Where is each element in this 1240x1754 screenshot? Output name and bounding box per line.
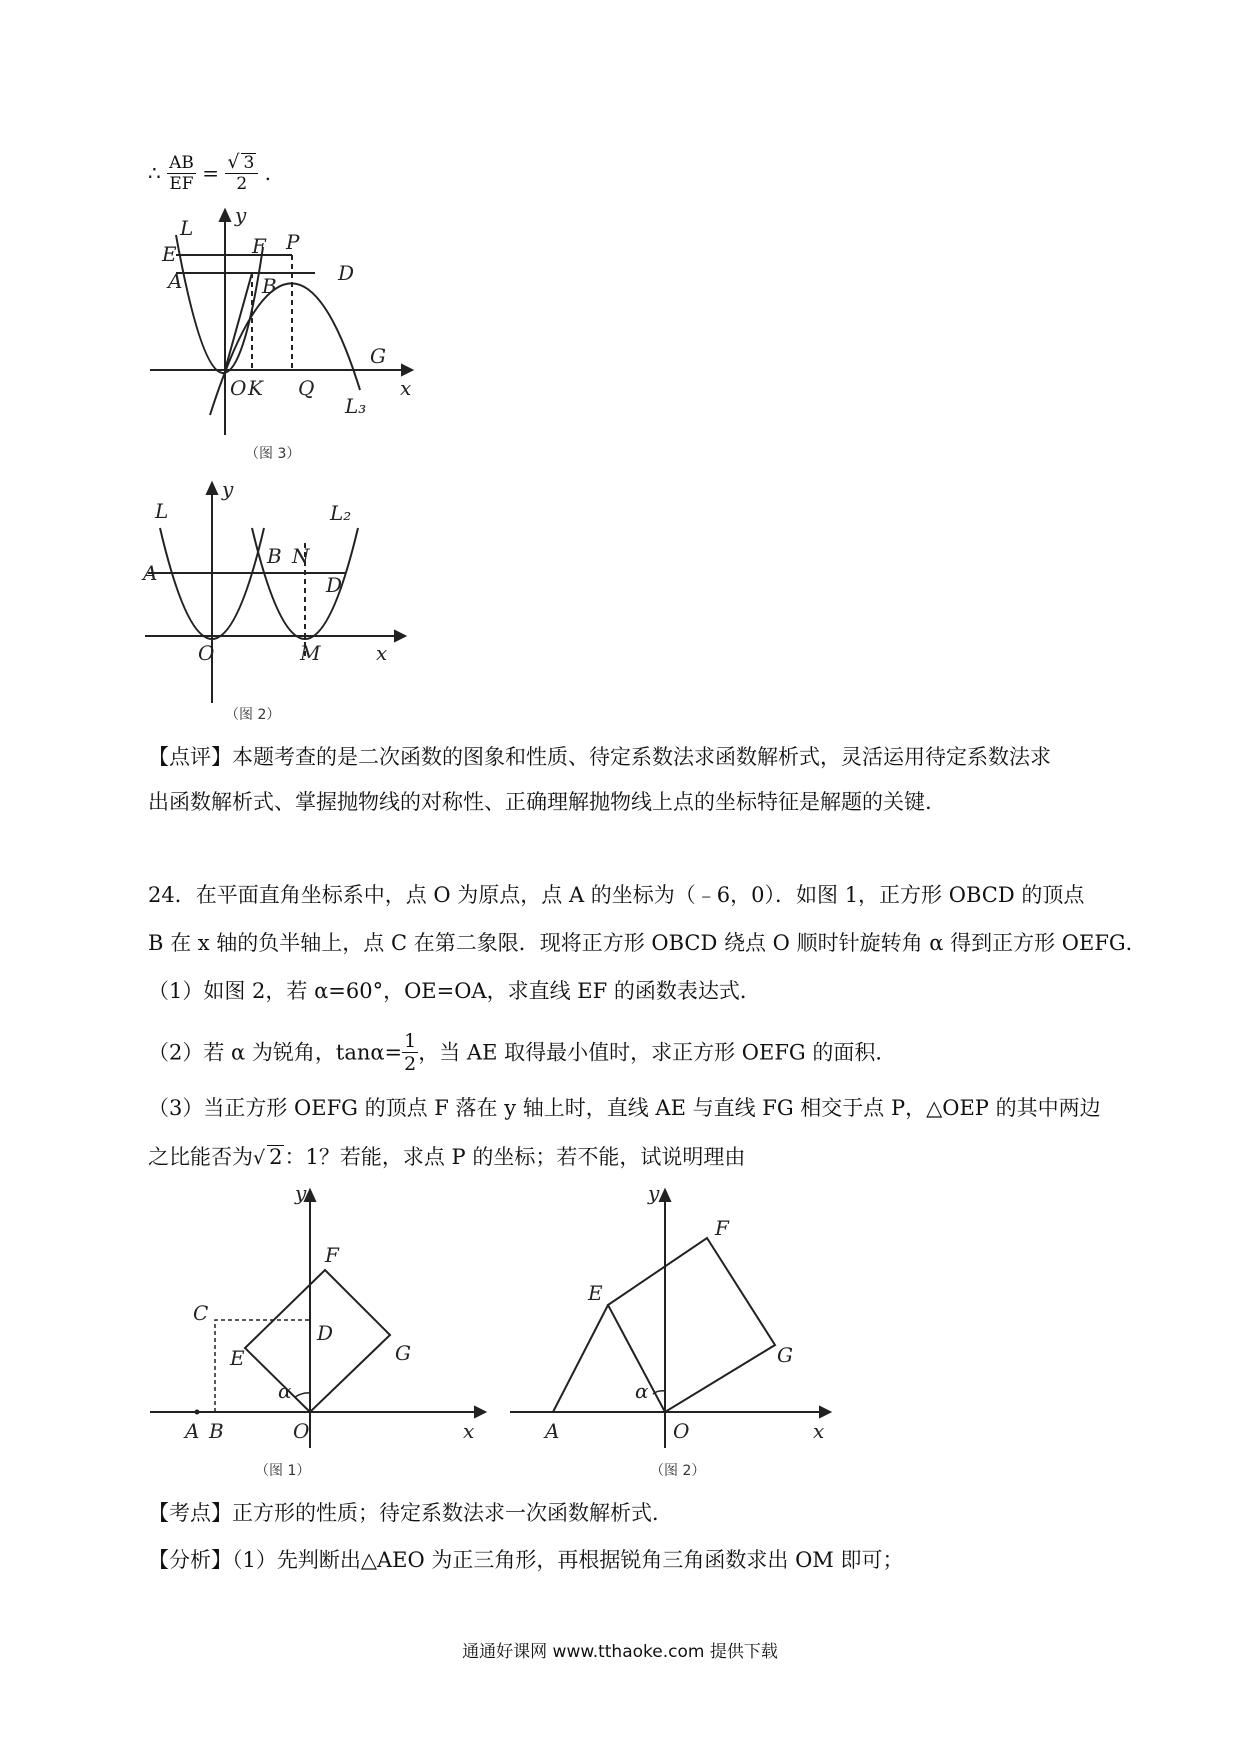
- fig3-label-K: K: [248, 376, 263, 400]
- formula-equals: =: [202, 161, 219, 185]
- formula-fraction-left: $\frac{AB}{EF}$: [169, 152, 194, 194]
- fig2a-label-B: B: [267, 544, 282, 568]
- figure-1-and-2-bottom: [145, 1180, 835, 1480]
- fig1-label-C: C: [193, 1301, 209, 1325]
- fig3-label-Q: Q: [298, 376, 315, 400]
- q24-part-1: （1）如图 2，若 α=60°，OE=OA，求直线 EF 的函数表达式．: [148, 979, 761, 1003]
- fig2a-y-arrow: [207, 483, 217, 494]
- q24-part-2: （2）若 α 为锐角，tanα= $\frac{1}{2}$ ，当 AE 取得最小值时，求正方形 OEFG 的面积．: [148, 1030, 897, 1075]
- formula-fraction-right: $\frac{√ 3}{2}$: [225, 152, 258, 194]
- fig2-y-arrow: [660, 1190, 670, 1201]
- fig1-label-y: y: [295, 1181, 307, 1205]
- ratio-formula: [148, 152, 271, 194]
- sqrt-symbol: √: [253, 1147, 266, 1169]
- fig1-label-E: E: [230, 1346, 245, 1370]
- fig3-label-y: y: [235, 205, 247, 227]
- q24-part-3-line-2: 之比能否为√ 2：1？若能，求点 P 的坐标；若不能，试说明理由: [148, 1145, 746, 1169]
- q24-line-2: B 在 x 轴的负半轴上，点 C 在第二象限．现将正方形 OBCD 绕点 O 顺时针旋转角 α 得到正方形 OEFG．: [148, 931, 1147, 955]
- q24-line-1: 24．在平面直角坐标系中，点 O 为原点，点 A 的坐标为（﹣6，0）．如图 1，正方形 OBCD 的顶点: [148, 883, 1085, 907]
- fig3-y-arrow: [220, 210, 230, 221]
- fig2a-label-O: O: [198, 641, 215, 665]
- fig3-label-L: L: [180, 216, 194, 240]
- fenxi-line: 【分析】（1）先判断出△AEO 为正三角形，再根据锐角三角函数求出 OM 即可；: [148, 1548, 904, 1572]
- fig1-angle-alpha-arc: [295, 1393, 310, 1397]
- fig1-label-G: G: [395, 1341, 411, 1365]
- fig1-label-O: O: [293, 1419, 310, 1443]
- page-footer: 通通好课网 www.tthaoke.com 提供下载: [462, 1642, 778, 1662]
- figure-2-top: [140, 478, 420, 733]
- fig3-label-O: O: [230, 376, 247, 400]
- fig1-label-D: D: [317, 1321, 334, 1345]
- fig2-x-arrow: [820, 1407, 830, 1417]
- fenxi-tag: 【分析】: [148, 1548, 232, 1572]
- fig2-label-F: F: [715, 1216, 729, 1240]
- fig2a-label-N: N: [292, 544, 310, 568]
- fig2-label-x: x: [813, 1419, 825, 1443]
- fig3-label-B: B: [262, 274, 277, 298]
- fig3-label-x: x: [400, 376, 412, 400]
- comment-tag: 【点评】: [148, 745, 232, 769]
- fig2-label-y: y: [648, 1181, 660, 1205]
- comment-line-2: 出函数解析式、掌握抛物线的对称性、正确理解抛物线上点的坐标特征是解题的关键.: [148, 790, 932, 814]
- figure-3: [140, 205, 420, 470]
- fig2a-label-L: L: [155, 499, 169, 523]
- fig1-label-alpha: α: [278, 1379, 292, 1403]
- fig2-label-A: A: [545, 1419, 560, 1443]
- fig3-label-G: G: [370, 344, 386, 368]
- fig1-y-arrow: [305, 1190, 315, 1201]
- fig2-label-G: G: [777, 1343, 793, 1367]
- fig2a-label-A: A: [143, 561, 158, 585]
- fig2a-label-x: x: [376, 641, 388, 665]
- fig3-label-P: P: [286, 230, 300, 254]
- kaodian-line: 【考点】正方形的性质；待定系数法求一次函数解析式．: [148, 1501, 673, 1525]
- fig2-label-O: O: [673, 1419, 690, 1443]
- fig3-label-L3: L₃: [345, 394, 367, 418]
- fig2a-label-L2: L₂: [330, 501, 352, 525]
- fig1-label-x: x: [463, 1419, 475, 1443]
- fig2a-label-D: D: [326, 573, 343, 597]
- fig2-square-OEFG: [608, 1238, 775, 1412]
- fig1-label-F: F: [325, 1243, 339, 1267]
- fig2-caption: （图 2）: [650, 1463, 706, 1479]
- formula-period: .: [264, 161, 272, 185]
- fig3-label-F: F: [252, 234, 266, 258]
- q24-part-3-line-1: （3）当正方形 OEFG 的顶点 F 落在 y 轴上时，直线 AE 与直线 FG 相交于点 P，△OEP 的其中两边: [148, 1096, 1101, 1120]
- therefore-symbol: ∴: [148, 161, 161, 185]
- fig2-label-alpha: α: [635, 1379, 649, 1403]
- fig3-label-D: D: [338, 261, 355, 285]
- fig2a-label-M: M: [300, 641, 321, 665]
- fig2-line-AE: [553, 1305, 608, 1412]
- fig1-x-arrow: [475, 1407, 485, 1417]
- fig3-x-arrow: [402, 365, 412, 375]
- sqrt-symbol: √: [227, 151, 240, 173]
- comment-line-1: 【点评】本题考查的是二次函数的图象和性质、待定系数法求函数解析式，灵活运用待定系数法求: [148, 745, 1051, 769]
- fig1-label-B: B: [209, 1419, 224, 1443]
- fig2a-caption: （图 2）: [225, 707, 281, 723]
- fig2-label-E: E: [588, 1281, 603, 1305]
- fig3-caption: （图 3）: [245, 446, 301, 462]
- fig1-point-A: [195, 1410, 200, 1415]
- fig2a-label-y: y: [222, 478, 234, 501]
- fig3-label-A: A: [168, 269, 183, 293]
- fig3-label-E: E: [162, 242, 177, 266]
- tan-fraction: $\frac{1}{2}$: [404, 1030, 417, 1075]
- fig2a-x-arrow: [395, 631, 405, 641]
- kaodian-tag: 【考点】: [148, 1501, 232, 1525]
- fig1-label-A: A: [185, 1419, 200, 1443]
- fig1-caption: （图 1）: [255, 1463, 311, 1479]
